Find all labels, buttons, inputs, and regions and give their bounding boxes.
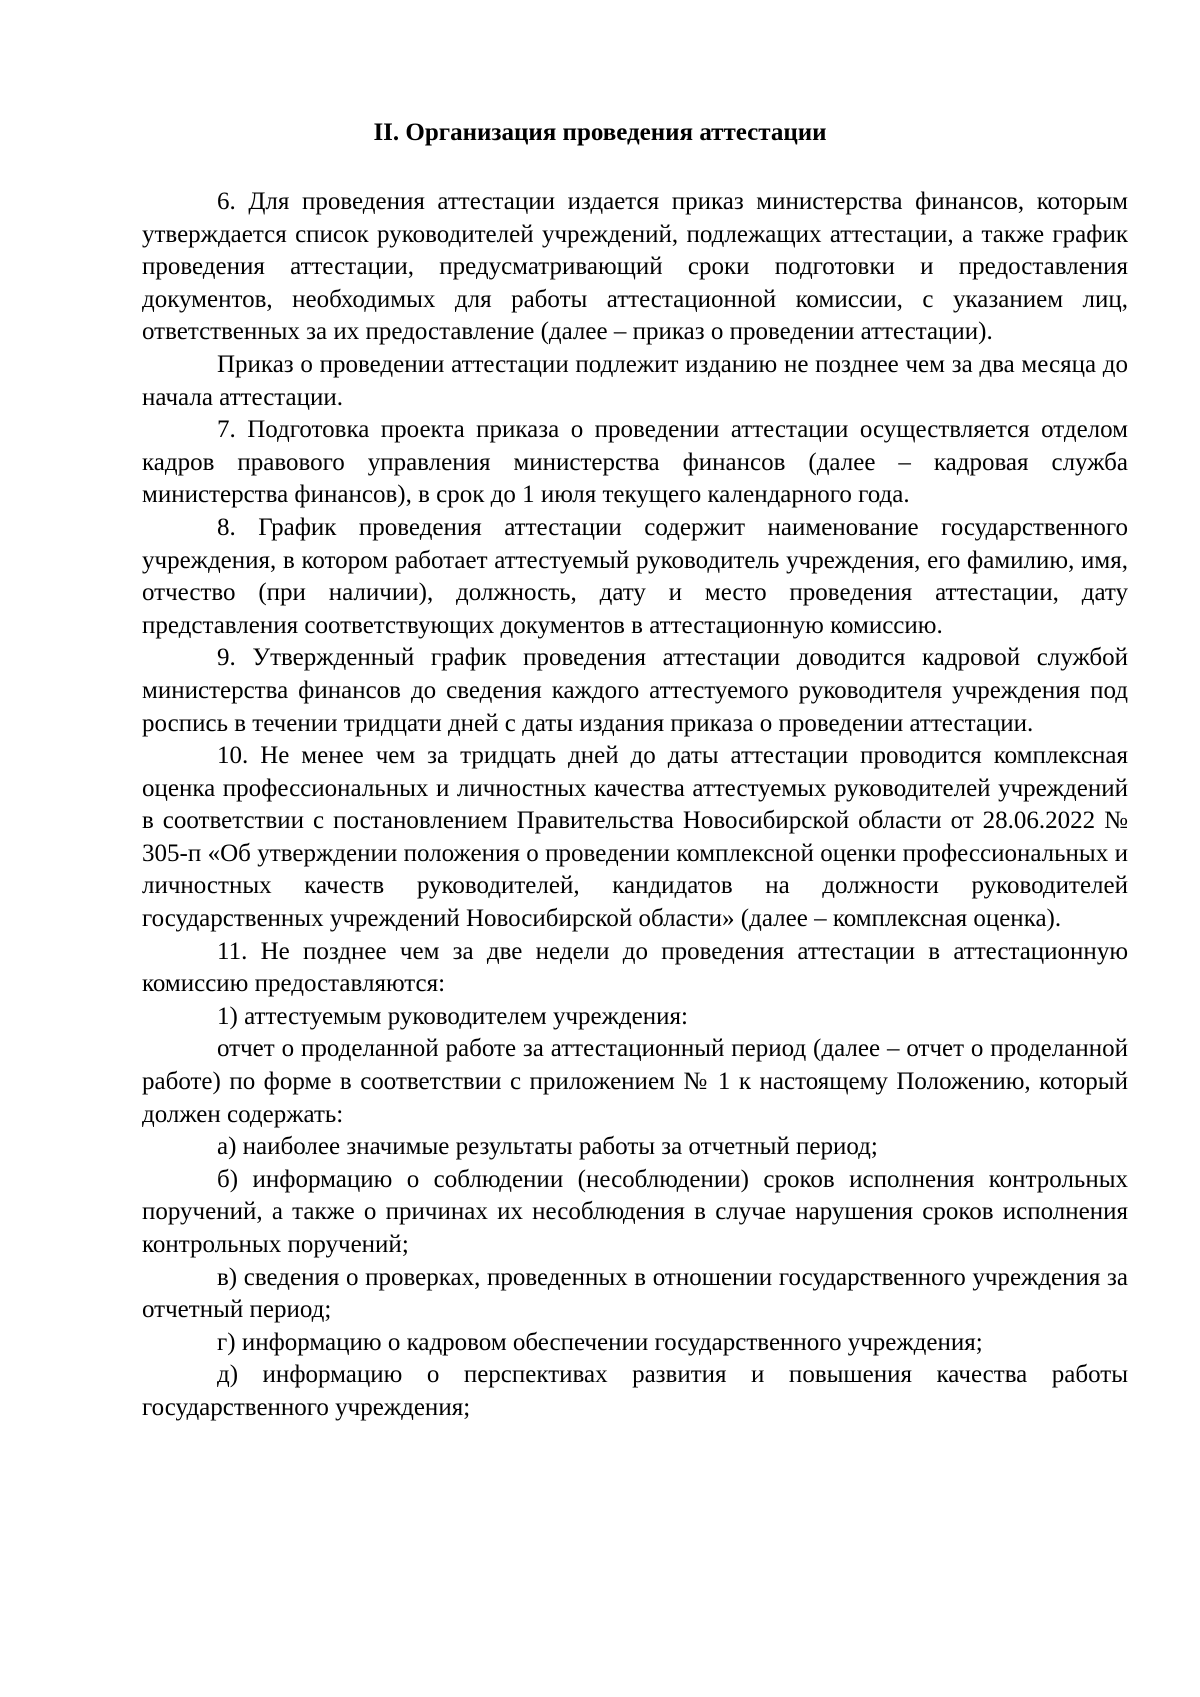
- document-body: [142, 186, 1128, 1425]
- list-item-d: д) информацию о перспективах развития и повышения качества работы государственного учреждения;: [142, 1361, 1128, 1421]
- paragraph-8: 8. График проведения аттестации содержит наименование государственного учреждения, в котором работает аттестуемый руководитель учреждения, его фамилию, имя, отчество (при наличии), должность, дату и место проведения аттестации, дату представления соответствующих документов в аттестационную комиссию.: [142, 513, 1128, 639]
- paragraph-11: 11. Не позднее чем за две недели до проведения аттестации в аттестационную комиссию предоставляются:: [142, 937, 1128, 998]
- list-item-1: 1) аттестуемым руководителем учреждения:: [217, 1002, 688, 1030]
- list-item-a: а) наиболее значимые результаты работы за отчетный период;: [217, 1133, 878, 1161]
- list-item-b: б) информацию о соблюдении (несоблюдении) сроков исполнения контрольных поручений, а также о причинах их несоблюдения в случае нарушения сроков исполнения контрольных поручений;: [142, 1165, 1128, 1258]
- paragraph-6-order-deadline: Приказ о проведении аттестации подлежит изданию не позднее чем за два месяца до начала аттестации.: [142, 350, 1128, 411]
- list-item-g: г) информацию о кадровом обеспечении государственного учреждения;: [217, 1328, 983, 1356]
- report-description: отчет о проделанной работе за аттестационный период (далее – отчет о проделанной работе) по форме в соответствии с приложением № 1 к настоящему Положению, который должен содержать:: [142, 1035, 1128, 1128]
- paragraph-10: 10. Не менее чем за тридцать дней до даты аттестации проводится комплексная оценка профессиональных и личностных качества аттестуемых руководителей учреждений в соответствии с постановлением Правительства Новосибирской области от 28.06.2022 № 305-п «Об утверждении положения о проведении комплексной оценки профессиональных и личностных качеств руководителей, кандидатов на должности руководителей государственных учреждений Новосибирской области» (далее – комплексная оценка).: [142, 742, 1128, 933]
- section-title: II. Организация проведения аттестации: [373, 119, 827, 146]
- paragraph-7: 7. Подготовка проекта приказа о проведении аттестации осуществляется отделом кадров правового управления министерства финансов (далее – кадровая служба министерства финансов), в срок до 1 июля текущего календарного года.: [142, 416, 1128, 509]
- paragraph-9: 9. Утвержденный график проведения аттестации доводится кадровой службой министерства финансов до сведения каждого аттестуемого руководителя учреждения под роспись в течении тридцати дней с даты издания приказа о проведении аттестации.: [142, 644, 1128, 737]
- paragraph-6: 6. Для проведения аттестации издается приказ министерства финансов, которым утверждается список руководителей учреждений, подлежащих аттестации, а также график проведения аттестации, предусматривающий сроки подготовки и предоставления документов, необходимых для работы аттестационной комиссии, с указанием лиц, ответственных за их предоставление (далее – приказ о проведении аттестации).: [142, 188, 1128, 346]
- list-item-v: в) сведения о проверках, проведенных в отношении государственного учреждения за отчетный период;: [142, 1263, 1128, 1324]
